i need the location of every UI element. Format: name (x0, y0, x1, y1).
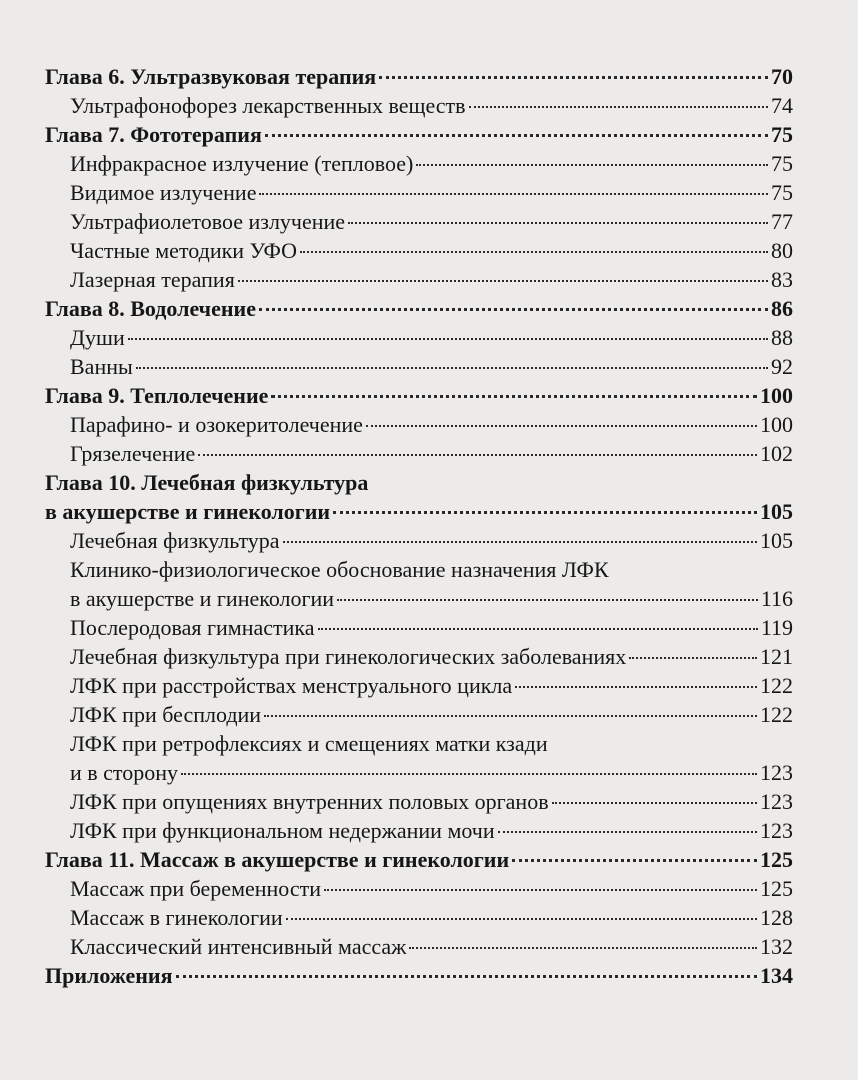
toc-entry-title: Ультрафиолетовое излучение (70, 209, 346, 234)
toc-page-number: 105 (760, 528, 793, 553)
toc-page-number: 121 (760, 644, 793, 669)
dot-leader (552, 802, 757, 804)
dot-leader (181, 773, 757, 775)
toc-section-entry (45, 584, 793, 613)
toc-section-entry (45, 671, 793, 700)
toc-section-entry (45, 642, 793, 671)
toc-page-number: 75 (771, 151, 793, 176)
toc-section-entry (45, 816, 793, 845)
toc-page-number: 123 (760, 789, 793, 814)
toc-section-entry (45, 265, 793, 294)
toc-page-number: 88 (771, 325, 793, 350)
toc-entry-title: Классический интенсивный массаж (70, 934, 407, 959)
toc-entry-title: ЛФК при расстройствах менструального цикла (70, 673, 513, 698)
toc-page-number: 132 (760, 934, 793, 959)
toc-entry-title: ЛФК при опущениях внутренних половых органов (70, 789, 549, 814)
toc-entry-title: Души (70, 325, 125, 350)
dot-leader (259, 308, 768, 311)
toc-section-entry (45, 352, 793, 381)
toc-section-entry (45, 555, 793, 584)
dot-leader (283, 541, 757, 543)
dot-leader (136, 367, 768, 369)
toc-entry-title: Грязелечение (70, 441, 196, 466)
toc-section-entry (45, 874, 793, 903)
toc-page-number: 83 (771, 267, 793, 292)
dot-leader (366, 425, 757, 427)
toc-page-number: 125 (760, 847, 793, 872)
toc-entry-title: в акушерстве и гинекологии (45, 499, 331, 524)
toc-entry-title: и в сторону (70, 760, 179, 785)
toc-chapter-entry (45, 497, 793, 526)
dot-leader (409, 947, 757, 949)
toc-entry-title: ЛФК при бесплодии (70, 702, 262, 727)
toc-section-entry (45, 410, 793, 439)
dot-leader (198, 454, 757, 456)
toc-section-entry (45, 729, 793, 758)
toc-page-number: 105 (760, 499, 793, 524)
toc-chapter-entry (45, 120, 793, 149)
toc-page-number: 122 (760, 673, 793, 698)
toc-entry-title: Ультрафонофорез лекарственных веществ (70, 93, 466, 118)
toc-page-number: 70 (771, 64, 793, 89)
dot-leader (264, 715, 757, 717)
toc-section-entry (45, 207, 793, 236)
toc-page-number: 80 (771, 238, 793, 263)
toc-page-number: 86 (771, 296, 793, 321)
toc-page-number: 102 (760, 441, 793, 466)
toc-section-entry (45, 758, 793, 787)
toc-section-entry (45, 236, 793, 265)
toc-entry-title: ЛФК при функциональном недержании мочи (70, 818, 495, 843)
toc-entry-title: Лазерная терапия (70, 267, 235, 292)
toc-page-number: 119 (760, 615, 793, 640)
toc-entry-title: Частные методики УФО (70, 238, 298, 263)
toc-page-number: 116 (760, 586, 793, 611)
dot-leader (515, 686, 757, 688)
toc-section-entry (45, 903, 793, 932)
dot-leader (324, 889, 757, 891)
toc-page-number: 100 (760, 412, 793, 437)
toc-section-entry (45, 149, 793, 178)
dot-leader (333, 511, 757, 514)
toc-chapter-entry (45, 62, 793, 91)
dot-leader (271, 395, 757, 398)
toc-entry-title: Лечебная физкультура при гинекологических заболеваниях (70, 644, 627, 669)
dot-leader (318, 628, 758, 630)
toc-section-entry (45, 91, 793, 120)
toc-entry-title: в акушерстве и гинекологии (70, 586, 335, 611)
dot-leader (348, 222, 768, 224)
toc-entry-title: Инфракрасное излучение (тепловое) (70, 151, 414, 176)
toc-entry-title: Приложения (45, 963, 173, 988)
toc-chapter-entry (45, 381, 793, 410)
toc-page-number: 74 (771, 93, 793, 118)
toc-section-entry (45, 613, 793, 642)
toc-entry-title: Лечебная физкультура (70, 528, 280, 553)
dot-leader (629, 657, 757, 659)
dot-leader (469, 106, 768, 108)
dot-leader (498, 831, 757, 833)
toc-section-entry (45, 787, 793, 816)
dot-leader (300, 251, 768, 253)
toc-section-entry (45, 932, 793, 961)
toc-page-number: 123 (760, 818, 793, 843)
toc-entry-title: Глава 7. Фототерапия (45, 122, 262, 147)
dot-leader (176, 975, 758, 978)
toc-entry-title: Ванны (70, 354, 133, 379)
dot-leader (337, 599, 758, 601)
toc-page-number: 100 (760, 383, 793, 408)
toc-entry-title: Глава 11. Массаж в акушерстве и гинекологии (45, 847, 510, 872)
toc-section-entry (45, 439, 793, 468)
dot-leader (379, 76, 768, 79)
toc-entry-title: Видимое излучение (70, 180, 257, 205)
toc-entry-title: Глава 9. Теплолечение (45, 383, 269, 408)
toc-page-number: 134 (760, 963, 793, 988)
toc-chapter-entry (45, 294, 793, 323)
dot-leader (238, 280, 768, 282)
toc-page-number: 122 (760, 702, 793, 727)
dot-leader (512, 859, 757, 862)
toc-section-entry (45, 178, 793, 207)
toc-page-number: 92 (771, 354, 793, 379)
dot-leader (286, 918, 757, 920)
toc-entry-title: Клинико-физиологическое обоснование назначения ЛФК (70, 557, 609, 582)
toc-entry-title: Глава 8. Водолечение (45, 296, 256, 321)
dot-leader (128, 338, 768, 340)
dot-leader (265, 134, 768, 137)
toc-section-entry (45, 323, 793, 352)
toc-section-entry (45, 526, 793, 555)
table-of-contents (45, 62, 793, 990)
dot-leader (416, 164, 768, 166)
toc-chapter-entry (45, 961, 793, 990)
toc-entry-title: Послеродовая гимнастика (70, 615, 315, 640)
toc-page-number: 75 (771, 180, 793, 205)
toc-entry-title: Глава 10. Лечебная физкультура (45, 470, 369, 495)
toc-page-number: 125 (760, 876, 793, 901)
toc-chapter-entry (45, 845, 793, 874)
toc-entry-title: Глава 6. Ультразвуковая терапия (45, 64, 377, 89)
toc-entry-title: ЛФК при ретрофлексиях и смещениях матки кзади (70, 731, 548, 756)
dot-leader (259, 193, 768, 195)
toc-chapter-entry (45, 468, 793, 497)
toc-entry-title: Парафино- и озокеритолечение (70, 412, 363, 437)
toc-page-number: 128 (760, 905, 793, 930)
toc-section-entry (45, 700, 793, 729)
toc-page-number: 123 (760, 760, 793, 785)
toc-entry-title: Массаж в гинекологии (70, 905, 283, 930)
toc-entry-title: Массаж при беременности (70, 876, 322, 901)
toc-page-number: 75 (771, 122, 793, 147)
toc-page-number: 77 (771, 209, 793, 234)
